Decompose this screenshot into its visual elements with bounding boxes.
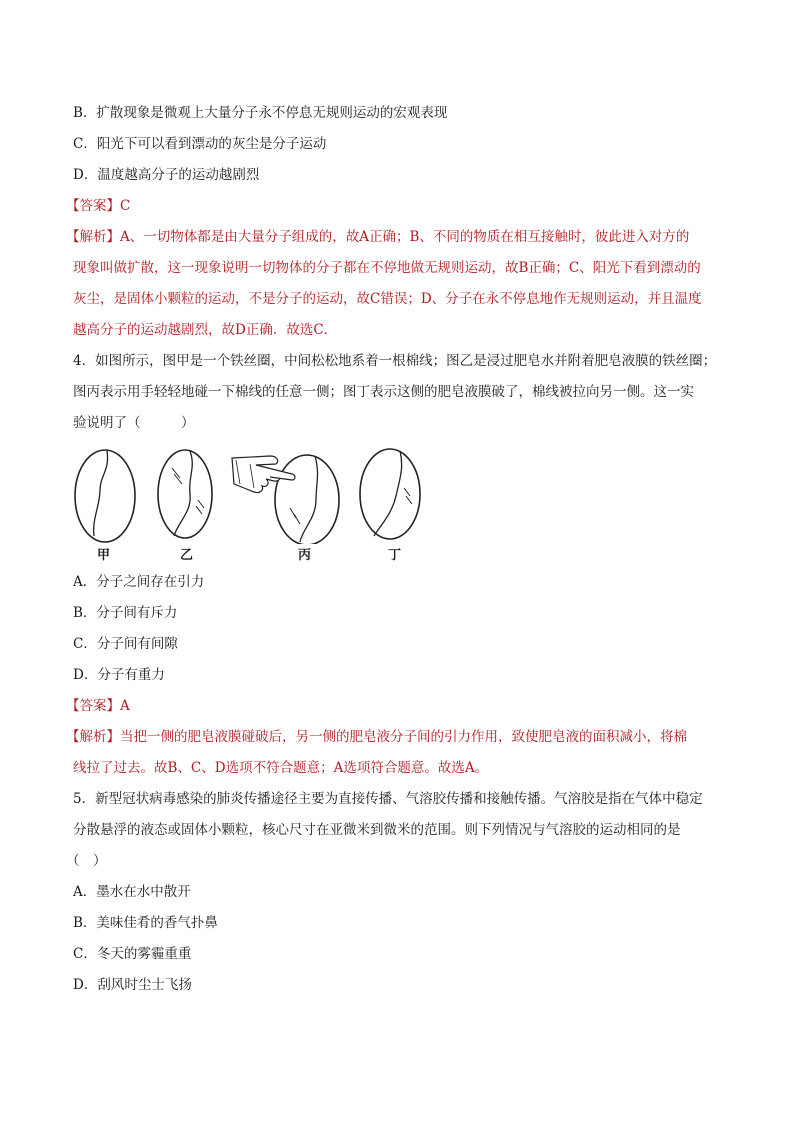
- q4-analysis-line-2: 线拉了过去。故B、C、D选项不符合题意；A选项符合题意。故选A。: [73, 760, 489, 776]
- q5-stem-line-1: 5．新型冠状病毒感染的肺炎传播途径主要为直接传播、气溶胶传播和接触传播。气溶胶是指在气体中稳定: [73, 791, 703, 807]
- hand-icon: [232, 456, 295, 493]
- answer-value: C: [120, 198, 131, 214]
- caption-yi: 乙: [180, 548, 194, 563]
- caption-ding: 丁: [388, 548, 402, 563]
- caption-jia: 甲: [97, 548, 111, 563]
- q4-answer: [66, 696, 130, 716]
- q3-analysis-line-2: 现象叫做扩散，这一现象说明一切物体的分子都在不停地做无规则运动，故B正确；C、阳光下看到漂动的: [73, 260, 701, 276]
- loop-yi: [158, 450, 212, 538]
- q4-option-b: B．分子间有斥力: [73, 605, 178, 621]
- wire-loop-diagrams: [70, 448, 450, 544]
- q4-option-a: A．分子之间存在引力: [73, 574, 205, 590]
- q5-stem-line-2: 分散悬浮的液态或固体小颗粒，核心尺寸在亚微米到微米的范围。则下列情况与气溶胶的运动相同的是: [73, 822, 681, 838]
- answer-label: 【答案】: [66, 698, 120, 714]
- q3-answer: [66, 196, 130, 216]
- q4-stem-line-3: 验说明了（ ）: [73, 415, 195, 431]
- analysis-label: 【解析】: [66, 729, 120, 745]
- analysis-label: 【解析】: [66, 229, 120, 245]
- q4-stem-line-2: 图丙表示用手轻轻地碰一下棉线的任意一侧；图丁表示这侧的肥皂液膜破了，棉线被拉向另一侧。这一实: [73, 384, 694, 400]
- answer-value: A: [120, 698, 130, 714]
- q3-analysis-line-4: 越高分子的运动越剧烈，故D正确．故选C．: [73, 322, 338, 338]
- q3-option-c: C．阳光下可以看到漂动的灰尘是分子运动: [73, 136, 327, 152]
- q3-analysis-line-1: 【解析】A、一切物体都是由大量分子组成的，故A正确；B、不同的物质在相互接触时，彼此进入对方的: [66, 229, 690, 245]
- loop-jia: [75, 450, 135, 542]
- answer-label: 【答案】: [66, 198, 120, 214]
- q3-option-b: B．扩散现象是微观上大量分子永不停息无规则运动的宏观表现: [73, 105, 448, 121]
- q5-stem-line-3: （ ）: [66, 853, 107, 869]
- q5-option-b: B．美味佳肴的香气扑鼻: [73, 915, 218, 931]
- q5-option-a: A．墨水在水中散开: [73, 884, 191, 900]
- loop-bing: [275, 455, 339, 544]
- q5-option-d: D．刮风时尘士飞扬: [73, 977, 192, 993]
- q5-option-c: C．冬天的雾霾重重: [73, 946, 192, 962]
- q4-option-d: D．分子有重力: [73, 667, 165, 683]
- q4-option-c: C．分子间有间隙: [73, 636, 178, 652]
- q4-analysis-line-1: 【解析】当把一侧的肥皂液膜碰破后，另一侧的肥皂液分子间的引力作用，致使肥皂液的面积减小，将棉: [66, 729, 687, 745]
- caption-bing: 丙: [298, 548, 312, 563]
- loop-ding: [360, 449, 420, 539]
- q3-analysis-line-3: 灰尘，是固体小颗粒的运动，不是分子的运动，故C错误；D、分子在永不停息地作无规则运动，并且温度: [73, 291, 702, 307]
- soap-film-figure: [70, 448, 450, 568]
- q3-option-d: D．温度越高分子的运动越剧烈: [73, 167, 260, 183]
- q4-stem-line-1: 4．如图所示，图甲是一个铁丝圈，中间松松地系着一根棉线；图乙是浸过肥皂水并附着肥皂液膜的铁丝圈；: [73, 353, 717, 369]
